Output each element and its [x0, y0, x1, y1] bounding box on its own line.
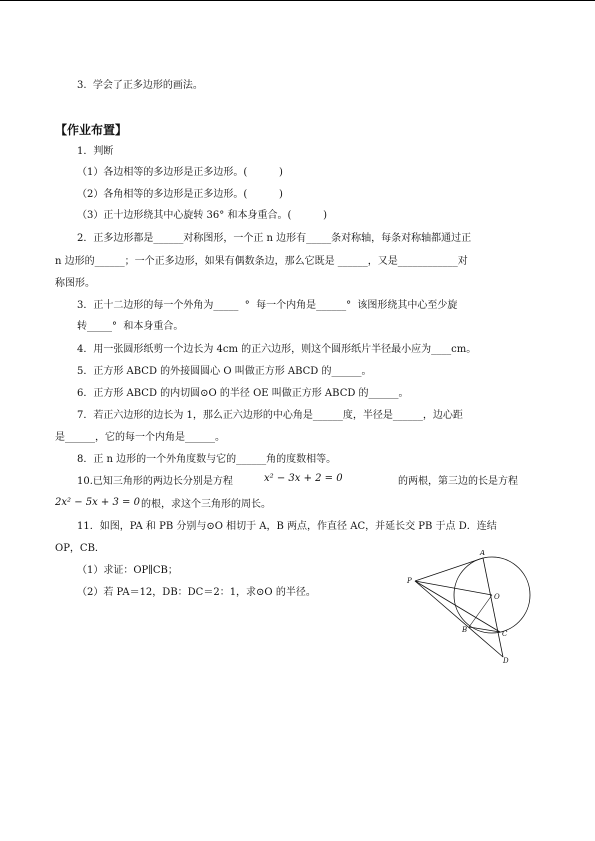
- question-10-line-1-tail-text: 的两根，第三边的长是方程: [398, 476, 518, 487]
- question-7-line-2-text: 是______，它的每一个内角是______。: [55, 432, 225, 443]
- question-11-line-2: [55, 542, 105, 556]
- question-4: [77, 343, 476, 357]
- summary-item-3: [77, 79, 203, 93]
- question-1-2-text: （2）各角相等的多边形是正多边形。( ): [77, 189, 283, 200]
- question-10-equation-1: [264, 472, 343, 486]
- question-10-line-1-tail: [398, 475, 518, 489]
- line-ob: [469, 595, 492, 627]
- question-3-line-2-text: 转_____° 和本身重合。: [77, 321, 184, 332]
- label-a: A: [480, 550, 486, 557]
- question-10-line-1: [77, 475, 233, 489]
- question-3-line-2: [77, 320, 183, 334]
- question-11-line-1-text: 11．如图，PA 和 PB 分别与⊙O 相切于 A，B 两点，作直径 AC，并延长交 PB 于点 D．连结: [77, 521, 497, 532]
- question-10-equation-2: [55, 496, 140, 510]
- question-11-part-2: [77, 586, 316, 600]
- question-5-text: 5．正方形 ABCD 的外接圆圆心 O 叫做正方形 ABCD 的______。: [77, 366, 372, 377]
- geometry-figure: [400, 550, 535, 665]
- page-top-border: [0, 0, 595, 1]
- question-2-line-2: [55, 255, 468, 269]
- question-7-line-1-text: 7．若正六边形的边长为 1，那么正六边形的中心角是______度，半径是______，边心距: [77, 410, 463, 421]
- question-2-line-1-text: 2．正多边形都是______对称图形，一个正 n 边形有_____条对称轴，每条对称轴都通过正: [77, 233, 472, 244]
- question-1-1: [77, 166, 283, 180]
- question-1-2: [77, 188, 283, 202]
- question-8: [77, 453, 336, 467]
- question-2-line-3-text: 称图形。: [55, 278, 95, 289]
- question-11-part-1-text: （1）求证：OP∥CB；: [77, 565, 178, 576]
- question-10-line-1-text: 10.已知三角形的两边长分别是方程: [77, 476, 233, 487]
- question-8-text: 8．正 n 边形的一个外角度数与它的______角的度数相等。: [77, 454, 337, 465]
- question-11-part-1: [77, 564, 178, 578]
- question-5: [77, 365, 371, 379]
- section-title-text: 【作业布置】: [55, 123, 128, 137]
- question-4-text: 4．用一张圆形纸剪一个边长为 4cm 的正六边形，则这个圆形纸片半径最小应为____cm。: [77, 344, 477, 355]
- question-3-line-1: [77, 299, 457, 313]
- question-7-line-1: [77, 409, 463, 423]
- label-c: C: [502, 630, 508, 638]
- question-1-1-text: （1）各边相等的多边形是正多边形。( ): [77, 167, 283, 178]
- question-1-text: 1．判断: [77, 146, 114, 157]
- label-o: O: [494, 593, 500, 601]
- question-1: [77, 145, 113, 159]
- label-b: B: [462, 626, 468, 634]
- question-2-line-1: [77, 232, 471, 246]
- question-11-part-2-text: （2）若 PA＝12，DB：DC＝2：1，求⊙O 的半径。: [77, 587, 316, 598]
- question-6-text: 6．正方形 ABCD 的内切圆⊙O 的半径 OE 叫做正方形 ABCD 的______。: [77, 388, 409, 399]
- question-2-line-3: [55, 277, 95, 291]
- question-1-3-text: （3）正十边形绕其中心旋转 36° 和本身重合。( ): [77, 210, 328, 221]
- tangent-pa: [415, 558, 483, 581]
- label-p: P: [407, 577, 412, 585]
- label-d: D: [503, 657, 509, 665]
- question-7-line-2: [55, 431, 225, 445]
- section-title: [55, 122, 127, 138]
- question-6: [77, 387, 409, 401]
- question-11-line-1: [77, 520, 497, 534]
- question-11-line-2-text: OP，CB．: [55, 543, 105, 554]
- question-10-equation-2-text: 2x² − 5x + 3 = 0: [55, 497, 140, 508]
- question-2-line-2-text: n 边形的______；一个正多边形，如果有偶数条边，那么它既是 ______，又是____________对: [55, 256, 468, 267]
- question-10-line-2: [141, 498, 271, 512]
- question-10-equation-1-text: x² − 3x + 2 = 0: [264, 473, 343, 484]
- question-3-line-1-text: 3．正十二边形的每一个外角为_____ ° 每一个内角是______° 该图形绕其中心至少旋: [77, 300, 458, 311]
- question-10-line-2-text: 的根，求这个三角形的周长。: [141, 499, 271, 510]
- question-1-3: [77, 209, 327, 223]
- summary-item-3-text: 3. 学会了正多边形的画法。: [77, 80, 203, 91]
